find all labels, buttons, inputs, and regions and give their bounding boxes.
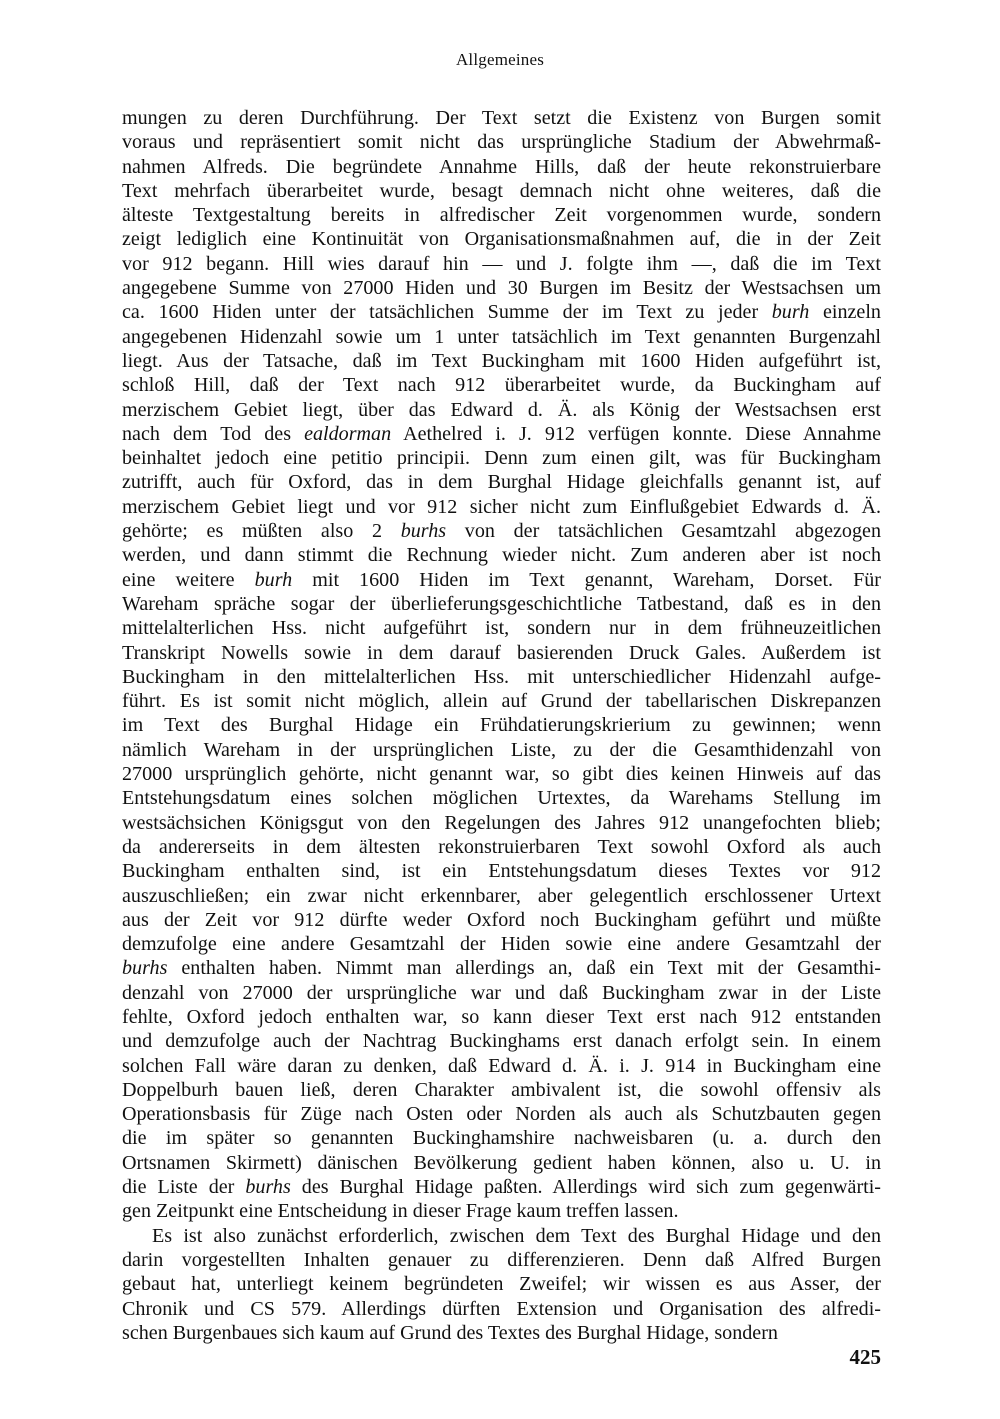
- text-line: Text mehrfach überarbeitet wurde, besagt demnach nicht ohne weiteres, daß die: [122, 179, 881, 202]
- text-line: merzischem Gebiet liegt, über das Edward d. Ä. als König der Westsachsen erst: [122, 398, 881, 421]
- text-line: da andererseits in dem ältesten rekonstruierbaren Text sowohl Oxford als auch: [122, 835, 881, 858]
- text-line: älteste Textgestaltung bereits in alfredischer Zeit vorgenommen wurde, sondern: [122, 204, 881, 227]
- text-line: westsächsichen Königsgut von den Regelungen des Jahres 912 unangefochten blieb;: [122, 811, 881, 834]
- text-line: Ortsnamen Skirmett) dänischen Bevölkerung gedient haben können, also u. U. in: [122, 1151, 881, 1174]
- body-text: [122, 106, 881, 1345]
- text-line: gen Zeitpunkt eine Entscheidung in dieser Frage kaum treffen lassen.: [122, 1200, 679, 1223]
- text-line: solchen Fall wäre daran zu denken, daß Edward d. Ä. i. J. 914 in Buckingham eine: [122, 1054, 881, 1077]
- text-line: werden, und dann stimmt die Rechnung wieder nicht. Zum anderen aber ist noch: [122, 544, 881, 567]
- text-line: schloß Hill, daß der Text nach 912 überarbeitet wurde, da Buckingham auf: [122, 374, 881, 397]
- text-line: Doppelburh bauen ließ, deren Charakter ambivalent ist, die sowohl offensiv als: [122, 1078, 881, 1101]
- text-line: und demzufolge auch der Nachtrag Buckinghams erst danach erfolgt sein. In einem: [122, 1030, 881, 1053]
- text-line: die im später so genannten Buckinghamshire nachweisbaren (u. a. durch den: [122, 1127, 881, 1150]
- text-line: Es ist also zunächst erforderlich, zwischen dem Text des Burghal Hidage und den: [152, 1224, 881, 1247]
- text-line: darin vorgestellten Inhalten genauer zu differenzieren. Denn daß Alfred Burgen: [122, 1248, 881, 1271]
- text-line: mittelalterlichen Hss. nicht aufgeführt ist, sondern nur in dem frühneuzeitlichen: [122, 617, 881, 640]
- text-line: 27000 ursprünglich gehörte, nicht genannt war, so gibt dies keinen Hinweis auf das: [122, 763, 881, 786]
- text-line: die Liste der burhs des Burghal Hidage paßten. Allerdings wird sich zum gegenwärti-: [122, 1176, 881, 1199]
- text-line: zeigt lediglich eine Kontinuität von Organisationsmaßnahmen auf, die in der Zeit: [122, 228, 881, 251]
- text-line: nämlich Wareham in der ursprünglichen Liste, zu der die Gesamthidenzahl von: [122, 738, 881, 761]
- text-line: schen Burgenbaues sich kaum auf Grund des Textes des Burghal Hidage, sondern: [122, 1321, 778, 1344]
- text-line: zutrifft, auch für Oxford, das in dem Burghal Hidage gleichfalls genannt ist, auf: [122, 471, 881, 494]
- text-line: eine weitere burh mit 1600 Hiden im Text genannt, Wareham, Dorset. Für: [122, 568, 881, 591]
- text-line: auszuschließen; ein zwar nicht erkennbarer, aber gelegentlich erschlossener Urtext: [122, 884, 881, 907]
- text-line: angegebenen Hidenzahl sowie um 1 unter tatsächlich im Text genannten Burgenzahl: [122, 325, 881, 348]
- text-line: Buckingham in den mittelalterlichen Hss. mit unterschiedlicher Hidenzahl aufge-: [122, 665, 881, 688]
- text-line: voraus und repräsentiert somit nicht das ursprüngliche Stadium der Abwehrmaß-: [122, 131, 881, 154]
- text-line: fehlte, Oxford jedoch enthalten war, so kann dieser Text erst nach 912 entstanden: [122, 1005, 881, 1028]
- paragraph: [122, 1224, 881, 1345]
- text-line: aus der Zeit vor 912 dürfte weder Oxford noch Buckingham geführt und müßte: [122, 908, 881, 931]
- text-line: merzischem Gebiet liegt und vor 912 sicher nicht zum Einflußgebiet Edwards d. Ä.: [122, 495, 881, 518]
- running-title: Allgemeines: [455, 50, 545, 69]
- text-line: Transkript Nowells sowie in dem darauf basierenden Druck Gales. Außerdem ist: [122, 641, 881, 664]
- text-line: demzufolge eine andere Gesamtzahl der Hiden sowie eine andere Gesamtzahl der: [122, 933, 881, 956]
- text-line: beinhaltet jedoch eine petitio principii. Denn zum einen gilt, was für Buckingham: [122, 447, 881, 470]
- paragraph: [122, 106, 881, 1224]
- text-line: nahmen Alfreds. Die begründete Annahme Hills, daß der heute rekonstruierbare: [122, 155, 881, 178]
- paragraph-container: [122, 106, 881, 1345]
- text-line: gebaut hat, unterliegt keinem begründeten Zweifel; wir wissen es aus Asser, der: [122, 1273, 881, 1296]
- text-line: nach dem Tod des ealdorman Aethelred i. J. 912 verfügen konnte. Diese Annahme: [122, 422, 881, 445]
- text-line: im Text des Burghal Hidage ein Frühdatierungskrierium zu gewinnen; wenn: [122, 714, 881, 737]
- text-line: führt. Es ist somit nicht möglich, allein auf Grund der tabellarischen Diskrepanzen: [122, 690, 881, 713]
- page-number: 425: [849, 1345, 881, 1369]
- text-line: ca. 1600 Hiden unter der tatsächlichen Summe der im Text zu jeder burh einzeln: [122, 301, 881, 324]
- text-line: Entstehungsdatum eines solchen möglichen Urtextes, da Warehams Stellung im: [122, 787, 881, 810]
- text-line: denzahl von 27000 der ursprüngliche war und daß Buckingham zwar in der Liste: [122, 981, 881, 1004]
- text-line: Wareham spräche sogar der überlieferungsgeschichtliche Tatbestand, daß es in den: [122, 592, 881, 615]
- text-line: burhs enthalten haben. Nimmt man allerdings an, daß ein Text mit der Gesamthi-: [122, 957, 881, 980]
- text-line: angegebene Summe von 27000 Hiden und 30 Burgen im Besitz der Westsachsen um: [122, 277, 881, 300]
- text-line: mungen zu deren Durchführung. Der Text setzt die Existenz von Burgen somit: [122, 107, 881, 129]
- text-line: vor 912 begann. Hill wies darauf hin — und J. folgte ihm —, daß die im Text: [122, 252, 881, 275]
- text-line: Buckingham enthalten sind, ist ein Entstehungsdatum dieses Textes vor 912: [122, 860, 881, 883]
- text-line: liegt. Aus der Tatsache, daß im Text Buckingham mit 1600 Hiden aufgeführt ist,: [122, 349, 881, 372]
- text-line: Operationsbasis für Züge nach Osten oder Norden als auch als Schutzbauten gegen: [122, 1103, 881, 1126]
- text-line: Chronik und CS 579. Allerdings dürften Extension und Organisation des alfredi-: [122, 1297, 881, 1320]
- text-line: gehörte; es müßten also 2 burhs von der tatsächlichen Gesamtzahl abgezogen: [122, 520, 881, 543]
